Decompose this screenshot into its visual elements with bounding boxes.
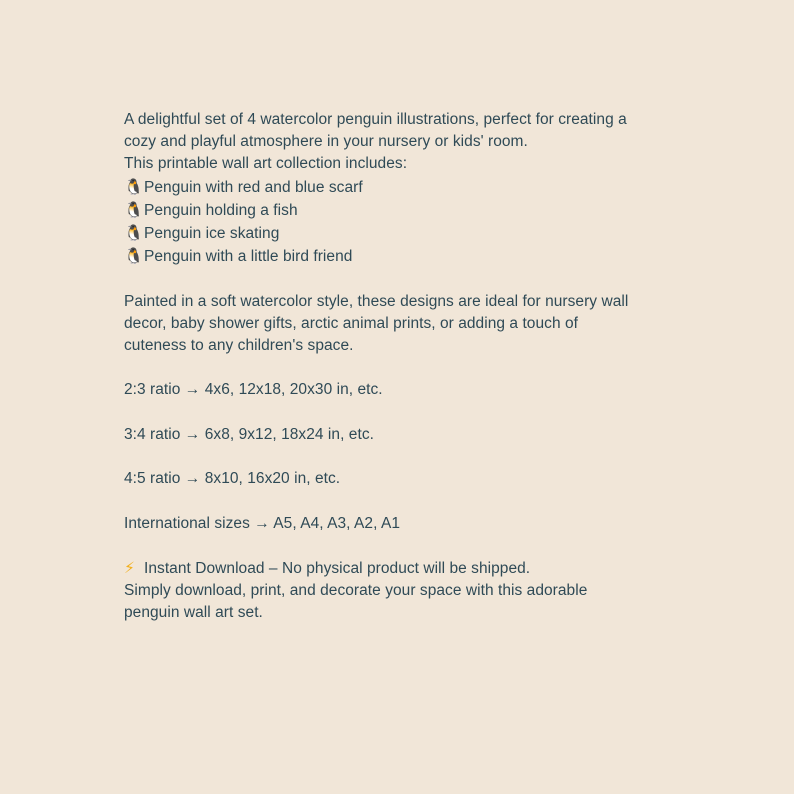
spacer xyxy=(124,446,684,468)
spacer xyxy=(124,490,684,512)
download-text: Instant Download – No physical product will be shipped. xyxy=(144,559,531,577)
list-item xyxy=(124,176,684,199)
list-item xyxy=(124,199,684,222)
closing-line-1: Simply download, print, and decorate your space with this adorable xyxy=(124,582,588,600)
penguin-icon: 🐧 xyxy=(124,200,144,219)
product-description xyxy=(124,109,684,625)
style-line-2: decor, baby shower gifts, arctic animal prints, or adding a touch of xyxy=(124,314,578,332)
includes-heading: This printable wall art collection includes: xyxy=(124,155,408,173)
spacer xyxy=(124,402,684,424)
download-line xyxy=(124,557,684,580)
list-item xyxy=(124,245,684,268)
intro-line-2: cozy and playful atmosphere in your nursery or kids' room. xyxy=(124,133,528,151)
closing-line-2: penguin wall art set. xyxy=(124,604,263,622)
style-line-3: cuteness to any children's space. xyxy=(124,337,354,355)
spacer xyxy=(124,357,684,379)
international-sizes: International sizes → A5, A4, A3, A2, A1 xyxy=(124,514,401,532)
list-item-text: Penguin with red and blue scarf xyxy=(144,178,363,196)
lightning-bolt-icon: ⚡ xyxy=(124,558,135,577)
list-item xyxy=(124,222,684,245)
spacer xyxy=(124,535,684,557)
list-item-text: Penguin ice skating xyxy=(144,225,280,243)
intro-line-1: A delightful set of 4 watercolor penguin illustrations, perfect for creating a xyxy=(124,111,627,128)
penguin-icon: 🐧 xyxy=(124,177,144,196)
penguin-icon: 🐧 xyxy=(124,247,144,266)
ratio-4-5: 4:5 ratio → 8x10, 16x20 in, etc. xyxy=(124,470,341,488)
penguin-icon: 🐧 xyxy=(124,224,144,243)
list-item-text: Penguin with a little bird friend xyxy=(144,248,353,266)
ratio-3-4: 3:4 ratio → 6x8, 9x12, 18x24 in, etc. xyxy=(124,425,374,443)
list-item-text: Penguin holding a fish xyxy=(144,201,298,219)
style-line-1: Painted in a soft watercolor style, these designs are ideal for nursery wall xyxy=(124,292,629,310)
spacer xyxy=(124,268,684,290)
ratio-2-3: 2:3 ratio → 4x6, 12x18, 20x30 in, etc. xyxy=(124,381,383,399)
